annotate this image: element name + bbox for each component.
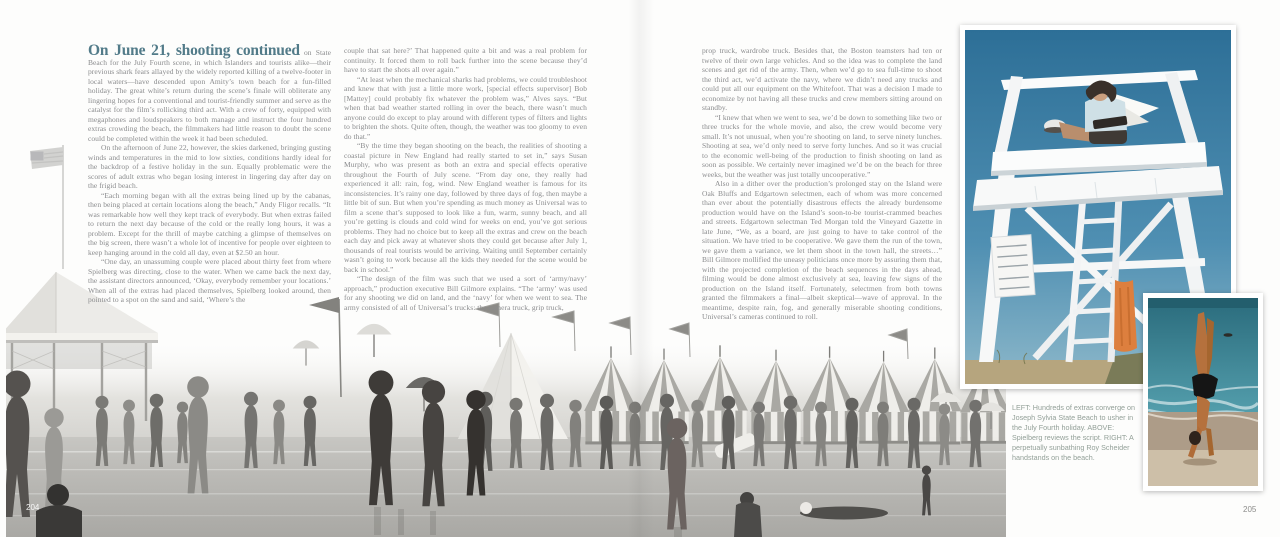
paragraph: prop truck, wardrobe truck. Besides that, the Boston teamsters had ten or twelve of their own large vehicles. And so the idea was to complete the land scenes and get rid of the army. Then, when we’d go to sea full-time to shoot the third act, we’d activate the navy, where we didn’t need any trucks and could put all our equipment on the Whitefoot. That was a decision I made to economize by not having all these trucks and crew members sitting around on standby. [702,46,942,112]
paragraph: On the afternoon of June 22, however, the skies darkened, bringing gusting winds and temperatures in the mid to low sixties, conditions hardly ideal for the backdrop of a festive holiday in the sun. Equally problematic were the scores of adult extras who began losing interest in lingering day after day on the frigid beach. [88,143,331,190]
paragraph: “The design of the film was such that we used a sort of ‘army/navy’ approach,” production executive Bill Gilmore explains. “The ‘army’ was used for any shooting we did on land, and the ‘navy’ for when we went to sea. The army consisted of all of Universal’s trucks: the camera truck, grip truck, [344,274,587,312]
paragraph: Also in a dither over the production’s prolonged stay on the Island were Oak Bluffs and Edgartown selectmen, each of whom was more concerned than ever about the potentially disastrous effects the already burdensome production would have on the Island’s soon-to-be tourist-crammed beaches and streets. Edgartown selectman Ted Morgan told the Vineyard Gazette in late June, “We, as a board, are just going to have to take control of the situation. We have tried to be cooperative. We gave them the run of the town, we gave them a variance, we let them shoot in the town hall, the streets…” Bill Gilmore mollified the uneasy politicians once more by assuring them that, with the projected completion of the beach sequences in the days ahead, filming would be done almost exclusively at sea, leaving few signs of the production on the Island itself. Fortunately, selectmen from both towns granted the filmmakers a final—albeit skeptical—wave of approval. In the meantime, despite rain, fog, and generally miserable shooting conditions, Universal’s cameras continued to roll. [702,179,942,321]
lead-paragraph [88,42,331,143]
text-column-1 [88,42,331,305]
american-flag [30,145,63,269]
photo-caption: LEFT: Hundreds of extras converge on Joseph Sylvia State Beach to usher in the July Fourth holiday. ABOVE: Spielberg reviews the script. RIGHT: A perpetually sunbathing Roy Scheider handstands on the beach. [1012,403,1136,462]
page-number-left: 204 [26,503,40,512]
paragraph: “At least when the mechanical sharks had problems, we could troubleshoot and knew that with just a little more work, [special effects supervisor] Bob [Mattey] could probably fix whatever the problem was,” Alves says. “But when that bad weather started rolling in over the beach, there wasn’t much anyone could do except to play around with different types of filters and lights to brighten the shots. Quite often, though, the weather was too gloomy to even do that.” [344,74,587,141]
paragraph: “I knew that when we went to sea, we’d be down to something like two or three trucks for the whole movie, and also, the crew would become very small. It’s not unusual, when you’re shooting on land, to serve ninety lunches. Shooting at sea, we’d only need to serve forty lunches. And so it was crucial to the economic well-being of the production to finish shooting on land as soon as possible. We certainly never imagined we’d be on the beach for three weeks, but the weather was just totally uncooperative.” [702,112,942,179]
text-column-3 [702,46,942,322]
paragraph: “Each morning began with all the extras being lined up by the cabanas, then being placed at certain locations along the beach,” Andy Fligor recalls. “It was remarkable how well they kept track of everybody. But when extras failed to return the next day because of the cold or the really long hours, it was a problem. Except for the thrill of maybe catching a glimpse of themselves on the big screen, there wasn’t a whole lot of incentive for people over eighteen to keep hanging around in the cold all day, even at $2.50 an hour. [88,190,331,257]
paragraph: “One day, an unassuming couple were placed about thirty feet from where Spielberg was directing, close to the water. When we came back the next day, the assistant directors announced, ‘Okay, everybody remember your locations.’ When all of the extras had placed themselves, Spielberg looked around, then pointed to a spot on the sand and said, ‘Where’s the [88,257,331,304]
paragraph-text: on State Beach for the July Fourth scene, in which Islanders and tourists alike—their previous shark fears allayed by the widely reported killing of a twelve-footer in local waters—have descended upon Amity’s town beach for a fun-filled holiday. The great white’s return during the scene’s finale will obliterate any lingering hopes for a conventional and tourist-friendly summer and serve as the catalyst for the film’s rollicking third act. With a crew of forty, equipped with megaphones and loudspeakers to both manage and instruct the four hundred extras crowding the beach, the filmmakers had little reason to doubt the scene could be completed within the week it had been scheduled. [88,48,331,143]
orange-towel [1114,280,1137,352]
distant-swimmer [1224,333,1233,337]
text-column-2 [344,46,587,312]
section-heading: On June 21, shooting continued [88,42,300,59]
chair-sign [991,235,1035,298]
photo-scheider-handstand [1143,293,1263,491]
paragraph: “By the time they began shooting on the beach, the realities of shooting a coastal picture in New England had really started to set in,” says Susan Murphy, who was present as both an extra and special effects operative throughout the Fourth of July scene. “From day one, they really had experienced it all: rain, fog, wind. New England weather is famous for its inconsistencies. It’s rainy one day, followed by three days of fog, then maybe a little bit of sun. But when you’re spending as much money as Universal was to film a scene that’s supposed to look like a fun, warm, sunny beach, and all you’re getting is clouds and cold wind for weeks on end, you’ve got serious problems. They had no choice but to keep all the extras and crew on the beach each day and pick away at whatever shots they could get because after July 1, thousands of real tourists would be arriving. Waiting until September certainly wasn’t going to work because all the kids they needed for the scene would be back in school.” [344,141,587,274]
page-number-right: 205 [1243,505,1257,514]
dry-sand [1148,450,1258,486]
paragraph: couple that sat here?’ That happened quite a bit and was a real problem for continuity. It forced them to roll back further into the scene because they’d have to start the shots all over again.” [344,46,587,74]
